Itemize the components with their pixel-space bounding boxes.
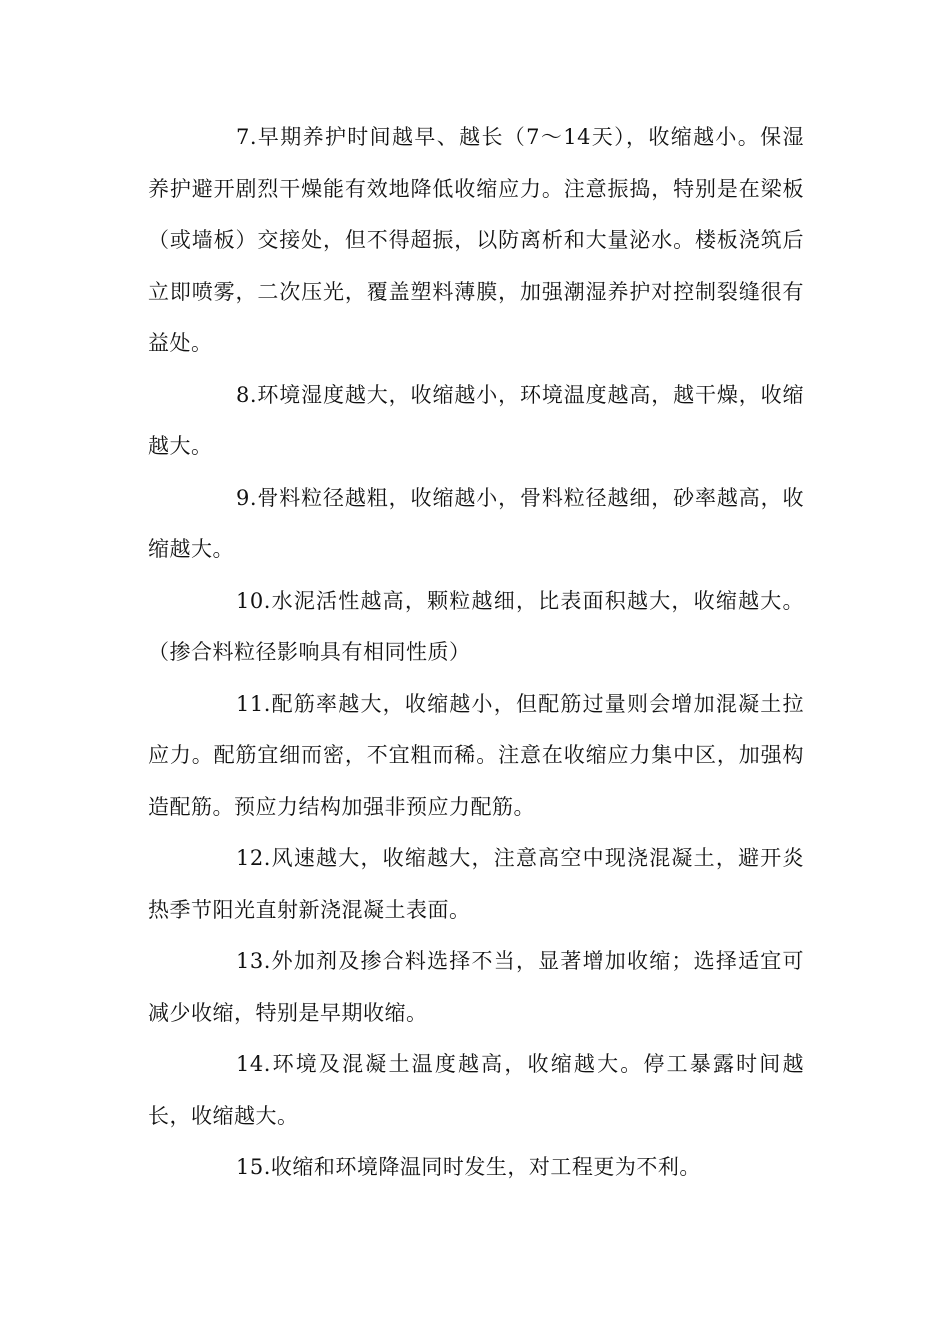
document-body — [148, 112, 804, 1194]
paragraph-item-11: 11.配筋率越大，收缩越小，但配筋过量则会增加混凝土拉应力。配筋宜细而密，不宜粗而稀。注意在收缩应力集中区，加强构造配筋。预应力结构加强非预应力配筋。 — [148, 691, 804, 819]
paragraph-item-10: 10.水泥活性越高，颗粒越细，比表面积越大，收缩越大。（掺合料粒径影响具有相同性质） — [148, 588, 804, 664]
paragraph-item-13: 13.外加剂及掺合料选择不当，显著增加收缩；选择适宜可减少收缩，特别是早期收缩。 — [148, 949, 804, 1025]
paragraph-item-7: 7.早期养护时间越早、越长（7～14天），收缩越小。保湿养护避开剧烈干燥能有效地降低收缩应力。注意振捣，特别是在梁板（或墙板）交接处，但不得超振，以防离析和大量泌水。楼板浇筑后立即喷雾，二次压光，覆盖塑料薄膜，加强潮湿养护对控制裂缝很有益处。 — [148, 125, 804, 355]
paragraph-item-12: 12.风速越大，收缩越大，注意高空中现浇混凝土，避开炎热季节阳光直射新浇混凝土表面。 — [148, 846, 804, 922]
paragraph-item-9: 9.骨料粒径越粗，收缩越小，骨料粒径越细，砂率越高，收缩越大。 — [148, 485, 804, 561]
paragraph-item-14: 14.环境及混凝土温度越高，收缩越大。停工暴露时间越长，收缩越大。 — [148, 1052, 804, 1128]
paragraph-item-15: 15.收缩和环境降温同时发生，对工程更为不利。 — [236, 1155, 701, 1179]
paragraph-item-8: 8.环境湿度越大，收缩越小，环境温度越高，越干燥，收缩越大。 — [148, 382, 804, 458]
